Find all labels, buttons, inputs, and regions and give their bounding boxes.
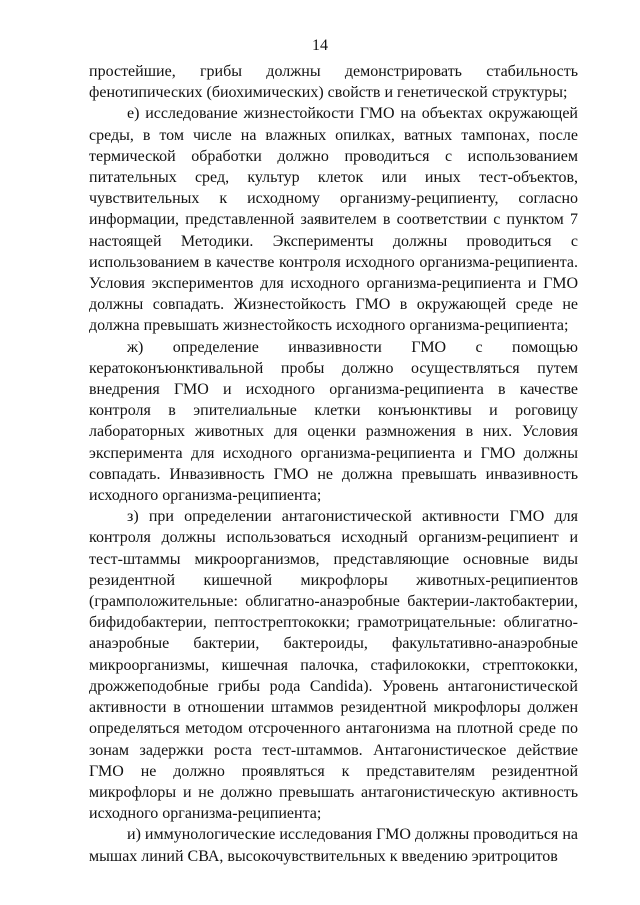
paragraph-e-survivability: е) исследование жизнестойкости ГМО на объектах окружающей среды, в том числе на влажных опилках, ватных тампонах, после термической обработки должно проводиться с использованием питательных сред, культур клеток или иных тест-объектов, чувствительных к исходному организму-реципиенту, согласно информации, представленной заявителем в соответствии с пунктом 7 настоящей Методики. Эксперименты должны проводиться с использованием в качестве контроля исходного организма-реципиента. Условия экспериментов для исходного организма-реципиента и ГМО должны совпадать. Жизнестойкость ГМО в окружающей среде не должна превышать жизнестойкость исходного организма-реципиента; [89,105,578,335]
paragraph-z-antagonistic-activity: з) при определении антагонистической активности ГМО для контроля должны использоваться исходный организм-реципиент и тест-штаммы микроорганизмов, представляющие основные виды резидентной кишечной микрофлоры животных-реципиентов (грамположительные: облигатно-анаэробные бактерии-лактобактерии, бифидобактерии, пептострептококки; грамотрицательные: облигатно-анаэробные бактерии, бактероиды, факультативно-анаэробные микроорганизмы, кишечная палочка, стафилококки, стрептококки, дрожжеподобные грибы рода Candida). Уровень антагонистической активности в отношении штаммов резидентной микрофлоры должен определяться методом отсроченного антагонизма на плотной среде по зонам задержки роста тест-штаммов. Антагонистическое действие ГМО не должно проявляться к представителям резидентной микрофлоры и не должно превышать антагонистическую активность исходного организма-реципиента; [89,508,578,823]
paragraph-i-immunological-studies: и) иммунологические исследования ГМО должны проводиться на мышах линий СВА, высокочувствительных к введению эритроцитов [89,826,578,865]
paragraph-continuation: простейшие, грибы должны демонстрировать стабильность фенотипических (биохимических) свойств и генетической структуры; [89,63,578,102]
paragraph-zh-invasiveness: ж) определение инвазивности ГМО с помощью кератоконъюнктивальной пробы должно осуществляться путем внедрения ГМО и исходного организма-реципиента в качестве контроля в эпителиальные клетки конъюнктивы и роговицу лабораторных животных для оценки размножения в них. Условия эксперимента для исходного организма-реципиента и ГМО должны совпадать. Инвазивность ГМО не должна превышать инвазивность исходного организма-реципиента; [89,338,578,505]
page-number: 14 [312,37,328,54]
document-body [89,61,578,867]
